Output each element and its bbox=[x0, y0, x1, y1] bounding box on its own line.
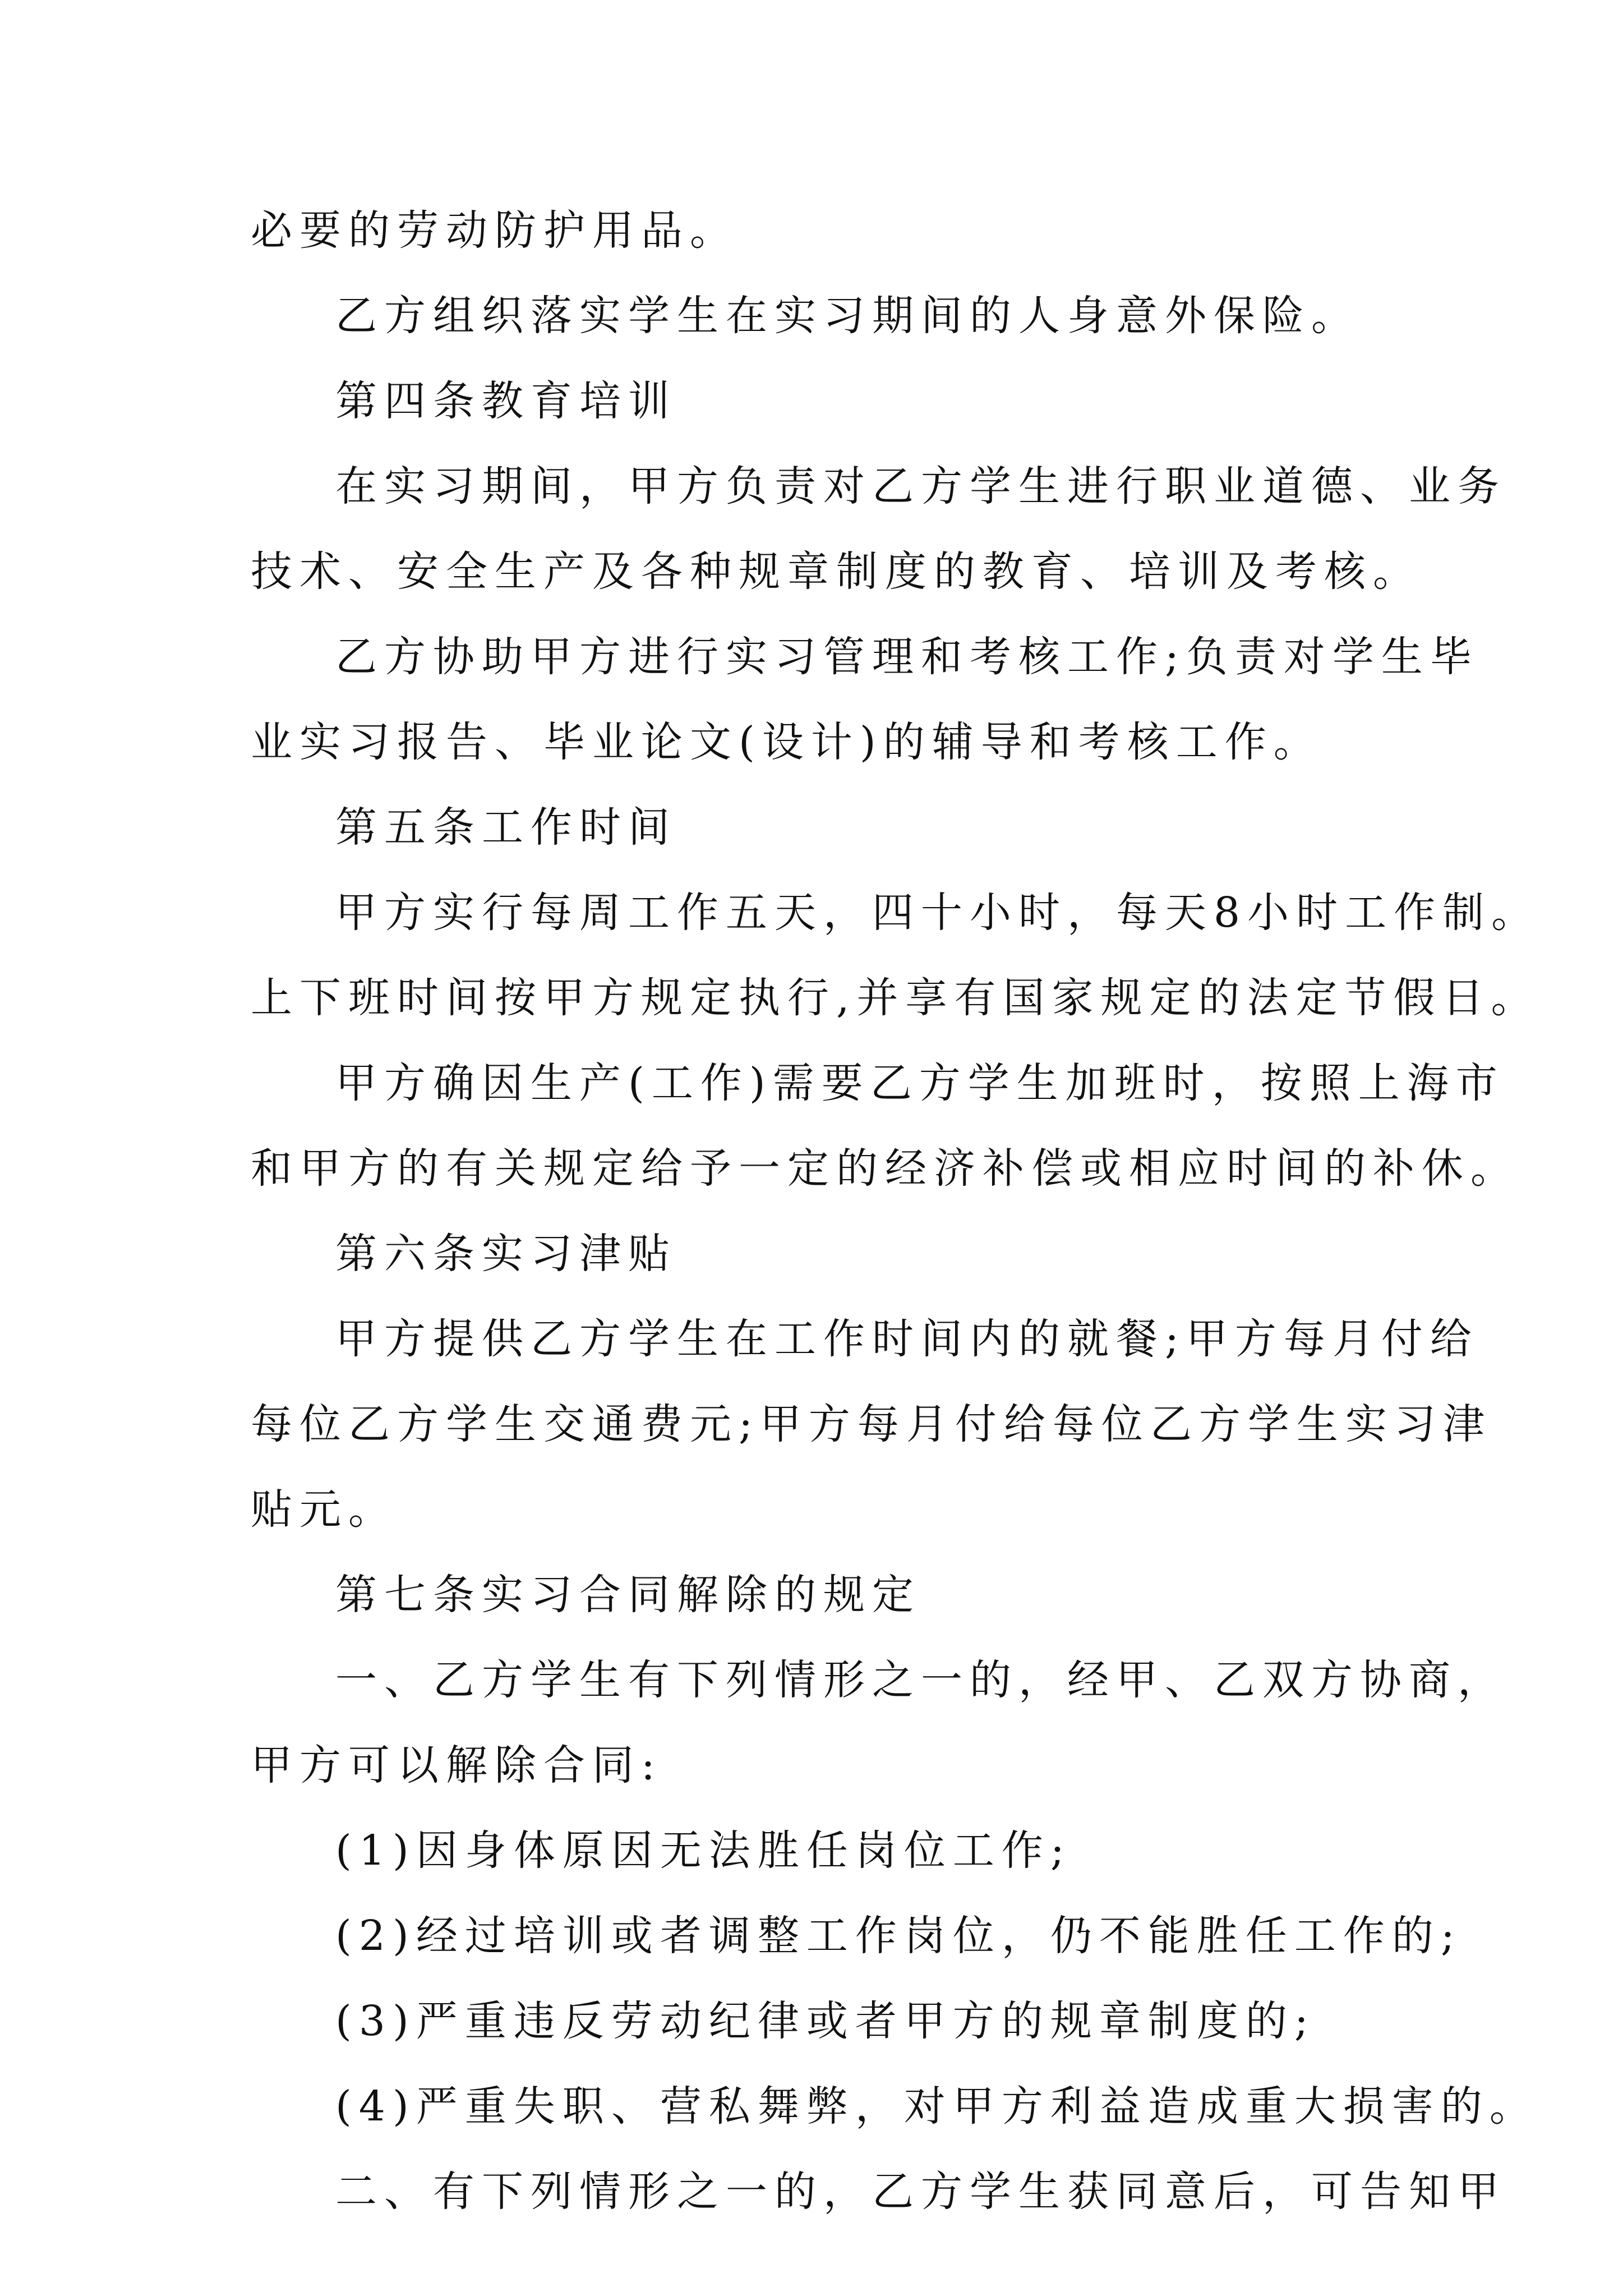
text-line: 第六条实习津贴 bbox=[335, 1230, 677, 1278]
document-body bbox=[251, 188, 1541, 2234]
text-line: 贴元。 bbox=[251, 1485, 397, 1534]
text-line: 每位乙方学生交通费元;甲方每月付给每位乙方学生实习津 bbox=[251, 1400, 1492, 1448]
text-line: 第四条教育培训 bbox=[335, 377, 677, 425]
text-line: (4)严重失职、营私舞弊，对甲方利益造成重大损害的。 bbox=[335, 2082, 1538, 2131]
text-line: 业实习报告、毕业论文(设计)的辅导和考核工作。 bbox=[251, 718, 1322, 766]
text-line: 必要的劳动防护用品。 bbox=[251, 206, 739, 255]
text-line: 一、乙方学生有下列情形之一的，经甲、乙双方协商， bbox=[335, 1656, 1506, 1704]
text-line: 第七条实习合同解除的规定 bbox=[335, 1571, 921, 1619]
text-line: 乙方协助甲方进行实习管理和考核工作;负责对学生毕 bbox=[335, 633, 1479, 681]
text-line: 甲方提供乙方学生在工作时间内的就餐;甲方每月付给 bbox=[335, 1315, 1479, 1363]
text-line: 在实习期间，甲方负责对乙方学生进行职业道德、业务 bbox=[335, 462, 1506, 510]
text-line: 第五条工作时间 bbox=[335, 803, 677, 852]
text-line: (2)经过培训或者调整工作岗位，仍不能胜任工作的; bbox=[335, 1912, 1462, 1960]
text-line: 上下班时间按甲方规定执行,并享有国家规定的法定节假日。 bbox=[251, 974, 1540, 1022]
text-line: 甲方可以解除合同: bbox=[251, 1741, 662, 1789]
text-line: 和甲方的有关规定给予一定的经济补偿或相应时间的补休。 bbox=[251, 1144, 1519, 1193]
text-line: 甲方确因生产(工作)需要乙方学生加班时，按照上海市 bbox=[335, 1059, 1505, 1107]
text-line: 二、有下列情形之一的，乙方学生获同意后，可告知甲 bbox=[335, 2168, 1506, 2216]
text-line: (3)严重违反劳动纪律或者甲方的规章制度的; bbox=[335, 1997, 1316, 2045]
text-line: 技术、安全生产及各种规章制度的教育、培训及考核。 bbox=[251, 547, 1422, 596]
text-line: 乙方组织落实学生在实习期间的人身意外保险。 bbox=[335, 292, 1360, 340]
text-line: (1)因身体原因无法胜任岗位工作; bbox=[335, 1826, 1072, 1875]
text-line: 甲方实行每周工作五天，四十小时，每天8小时工作制。 bbox=[335, 889, 1541, 937]
